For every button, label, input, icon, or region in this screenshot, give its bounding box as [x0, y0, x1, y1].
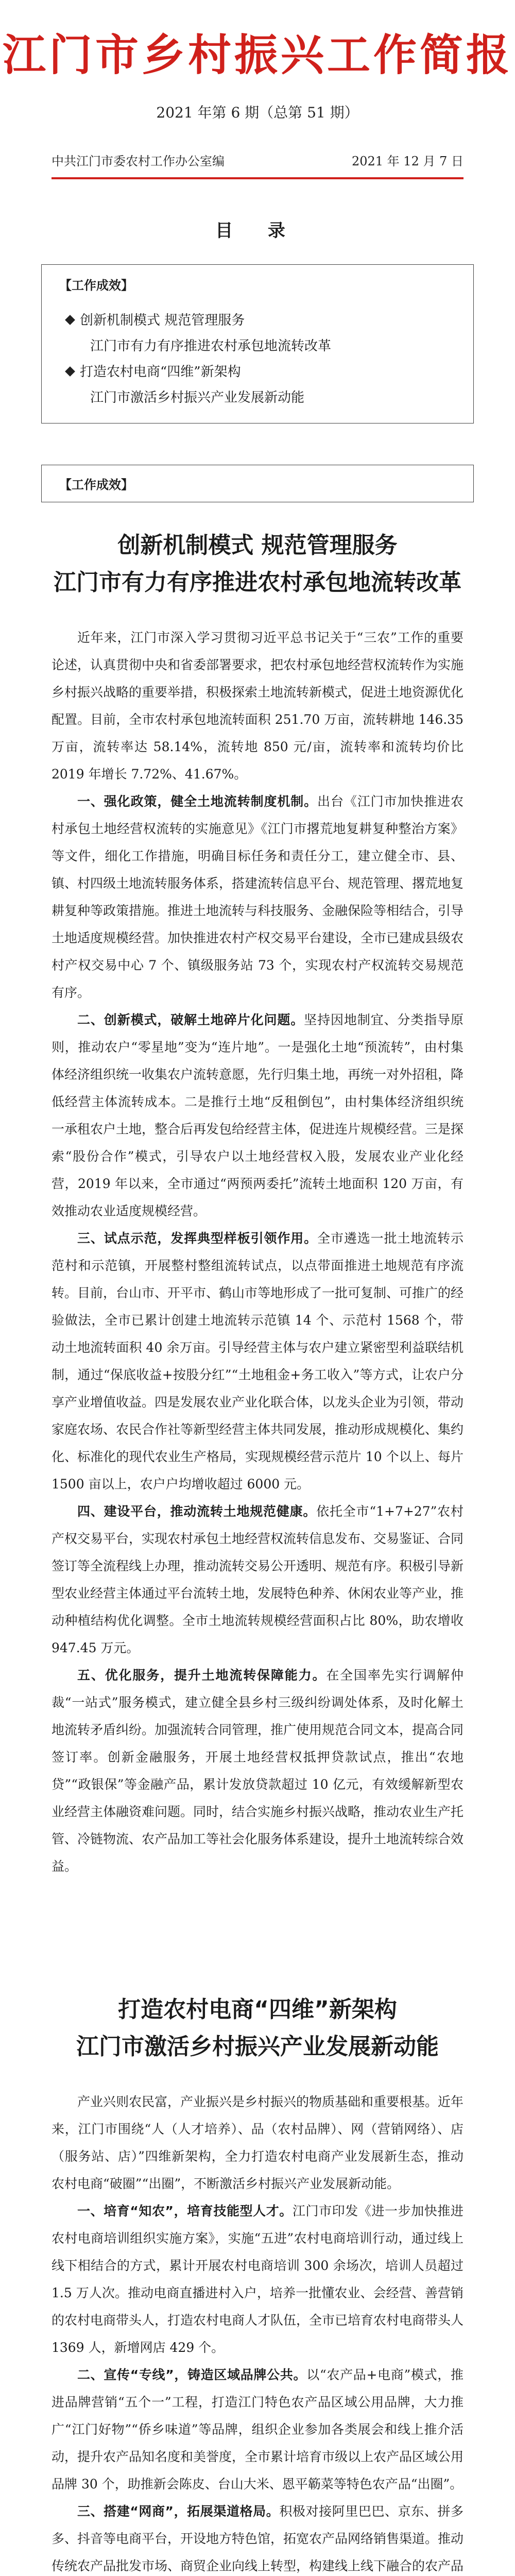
publish-date: 2021 年 12 月 7 日	[351, 154, 464, 168]
paragraph: 产业兴则农民富，产业振兴是乡村振兴的物质基础和重要根基。近年来，江门市围绕“人（人才培养）、品（农村品牌）、网（营销网络）、店（服务站、店）”四维新架构，全力打造农村电商产业发展新生态，推动农村电商“破圈”“出圈”，不断激活乡村振兴产业发展新动能。	[52, 2094, 464, 2191]
toc-item-text: 江门市有力有序推进农村承包地流转改革	[90, 338, 332, 354]
paragraph: 三、试点示范，发挥典型样板引领作用。全市遴选一批土地流转示范村和示范镇，开展整村整组流转试点，以点带面推进土地规范有序流转。目前，台山市、开平市、鹤山市等地形成了一批可复制、可推广的经验做法，全市已累计创建土地流转示范镇 14 个、示范村 1568 个，带动土地流转面积 40 余万亩。引导经营主体与农户建立紧密型利益联结机制，通过“保底收益+按股分红”“土地租金+务工收入”等方式，让农户分享产业增值收益。四是发展农业产业化联合体，以龙头企业为引领，带动家庭农场、农民合作社等新型经营主体共同发展，推动形成规模化、集约化、标准化的现代农业生产格局，实现规模经营示范片 10 个以上、每片 1500 亩以上，农户户均增收超过 6000 元。	[52, 1231, 464, 1492]
diamond-bullet-icon	[65, 315, 75, 325]
toc-box	[41, 264, 474, 423]
article-title-line: 江门市有力有序推进农村承包地流转改革	[54, 569, 461, 596]
paragraph: 一、强化政策，健全土地流转制度机制。出台《江门市加快推进农村承包土地经营权流转的实施意见》《江门市撂荒地复耕复种整治方案》等文件，细化工作措施，明确目标任务和责任分工，建立健全市、县、镇、村四级土地流转服务体系，搭建流转信息平台、规范管理、撂荒地复耕复种等政策措施。推进土地流转与科技服务、金融保险等相结合，引导土地适度规模经营。加快推进农村产权交易平台建设，全市已建成县级农村产权交易中心 7 个、镇级服务站 73 个，实现农村产权流转交易规范有序。	[52, 794, 464, 1000]
paragraph: 五、优化服务，提升土地流转保障能力。在全国率先实行调解仲裁“一站式”服务模式，建立健全县乡村三级纠纷调处体系，及时化解土地流转矛盾纠纷。加强流转合同管理，推广使用规范合同文本，提高合同签订率。创新金融服务，开展土地经营权抵押贷款试点，推出“农地贷”“政银保”等金融产品，累计发放贷款超过 10 亿元，有效缓解新型农业经营主体融资难问题。同时，结合实施乡村振兴战略，推动农业生产托管、冷链物流、农产品加工等社会化服务体系建设，提升土地流转综合效益。	[52, 1668, 464, 1874]
article-body	[52, 2088, 464, 2576]
paragraph: 二、创新模式，破解土地碎片化问题。坚持因地制宜、分类指导原则，推动农户“零星地”变为“连片地”。一是强化土地“预流转”，由村集体经济组织统一收集农户流转意愿，先行归集土地，再统一对外招租，降低经营主体流转成本。二是推行土地“反租倒包”，由村集体经济组织统一承租农户土地，整合后再发包给经营主体，促进连片规模经营。三是探索“股份合作”模式，引导农户以土地经营权入股，发展农业产业化经营，2019 年以来，全市通过“两预两委托”流转土地面积 120 万亩，有效推动农业适度规模经营。	[52, 1012, 464, 1218]
toc-section-label: 【工作成效】	[59, 278, 133, 293]
publisher-row	[52, 151, 464, 169]
section-label: 【工作成效】	[59, 478, 133, 492]
article-title	[0, 1991, 515, 2065]
toc-item-text: 江门市激活乡村振兴产业发展新动能	[90, 390, 305, 405]
toc-item[interactable]	[59, 333, 456, 359]
publisher: 中共江门市委农村工作办公室编	[52, 154, 225, 168]
article-title-line: 江门市激活乡村振兴产业发展新动能	[76, 2033, 439, 2060]
red-divider	[52, 177, 464, 179]
toc-title: 目 录	[215, 221, 300, 241]
toc-item[interactable]	[59, 359, 456, 385]
article-title-line: 创新机制模式 规范管理服务	[117, 532, 398, 558]
spacer	[0, 1880, 515, 1973]
diamond-bullet-icon	[65, 366, 75, 377]
article-title-line: 打造农村电商“四维”新架构	[118, 1996, 397, 2023]
article-body	[52, 624, 464, 1880]
section-label-box	[41, 465, 474, 502]
toc-item-text: 打造农村电商“四维”新架构	[80, 364, 241, 380]
toc-item[interactable]	[59, 308, 456, 333]
paragraph: 三、搭建“网商”，拓展渠道格局。积极对接阿里巴巴、京东、拼多多、抖音等电商平台，开设地方特色馆，拓宽农产品网络销售渠道。推动传统农产品批发市场、商贸企业向线上转型，构建线上线下融合的农产品	[52, 2504, 464, 2573]
article-title	[0, 527, 515, 601]
paragraph: 二、宣传“专线”，铸造区域品牌公共。以“农产品+电商”模式，推进品牌营销“五个一”工程，打造江门特色农产品区域公用品牌，大力推广“江门好物”“侨乡味道”等品牌，组织企业参加各类展会和线上推介活动，提升农产品知名度和美誉度，全市累计培育市级以上农产品区域公用品牌 30 个，助推新会陈皮、台山大米、恩平簕菜等特色农产品“出圈”。	[52, 2367, 464, 2492]
toc-item-text: 创新机制模式 规范管理服务	[80, 313, 245, 328]
masthead-title: 江门市乡村振兴工作简报	[2, 30, 512, 80]
paragraph: 四、建设平台，推动流转土地规范健康。依托全市“1+7+27”农村产权交易平台，实现农村承包土地经营权流转信息发布、交易鉴证、合同签订等全流程线上办理，推动流转交易公开透明、规范有序。积极引导新型农业经营主体通过平台流转土地，发展特色种养、休闲农业等产业，推动种植结构优化调整。全市土地流转规模经营面积占比 80%，助农增收 947.45 万元。	[52, 1504, 464, 1655]
paragraph: 一、培育“知农”，培育技能型人才。江门市印发《进一步加快推进农村电商培训组织实施方案》，实施“五进”农村电商培训行动，通过线上线下相结合的方式，累计开展农村电商培训 300 余场次，培训人员超过 1.5 万人次。推动电商直播进村入户，培养一批懂农业、会经营、善营销的农村电商带头人，打造农村电商人才队伍，全市已培育农村电商带头人 1369 人，新增网店 429 个。	[52, 2204, 464, 2355]
paragraph: 近年来，江门市深入学习贯彻习近平总书记关于“三农”工作的重要论述，认真贯彻中央和省委部署要求，把农村承包地经营权流转作为实施乡村振兴战略的重要举措，积极探索土地流转新模式，促进土地资源优化配置。目前，全市农村承包地流转面积 251.70 万亩，流转耕地 146.35 万亩，流转率达 58.14%，流转地 850 元/亩，流转率和流转均价比 2019 年增长 7.72%、41.67%。	[52, 630, 464, 782]
toc-item[interactable]	[59, 385, 456, 411]
issue-number: 2021 年第 6 期（总第 51 期）	[156, 104, 359, 121]
